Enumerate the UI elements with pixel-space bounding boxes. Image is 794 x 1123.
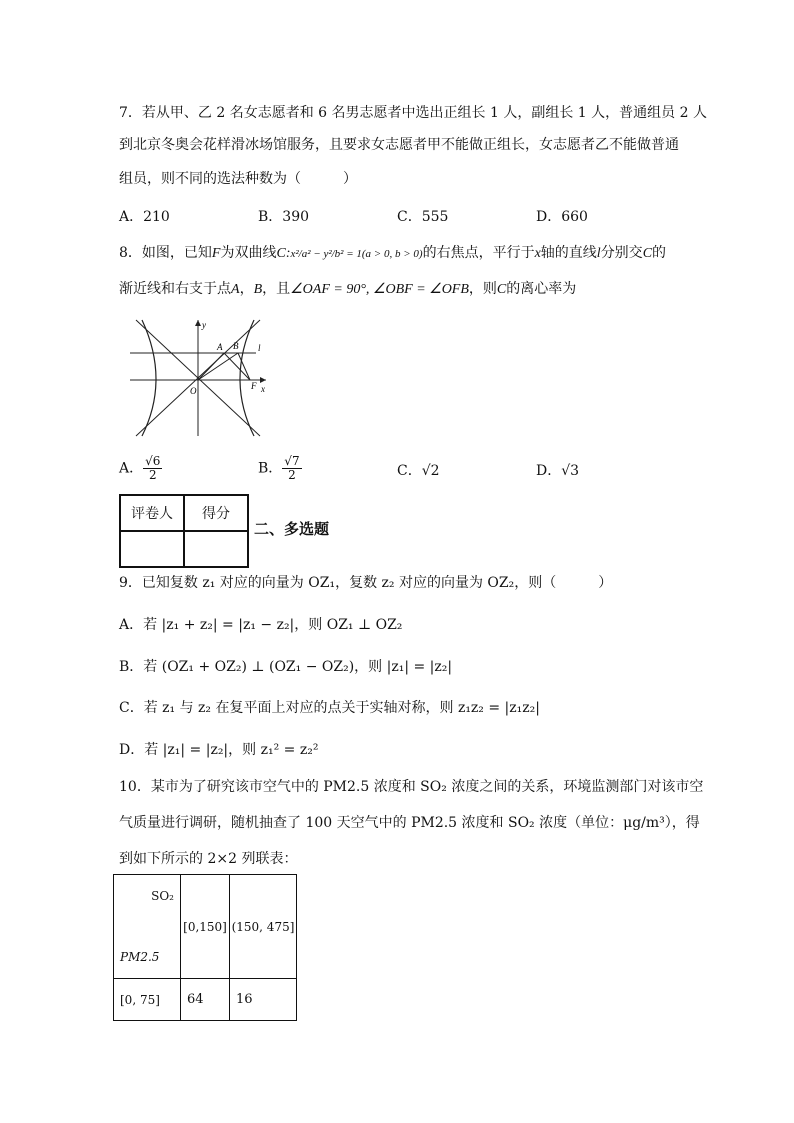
q7-line-2: 到北京冬奥会花样滑冰场馆服务，且要求女志愿者甲不能做正组长，女志愿者乙不能做普通 [119,137,679,153]
section-title: 二、多选题 [254,520,330,538]
q8-option-d: D．√3 [536,463,580,479]
q7-line-3: 组员，则不同的选法种数为（ ） [119,171,357,187]
grader-score-cell [184,531,248,567]
label-y: y [202,320,206,330]
q8-option-b: B． $\frac{√7}{2}$ [258,454,300,482]
q8-option-c: C．√2 [397,463,440,479]
header-pm25: PM2.5 [120,950,160,964]
angle-condition: ∠OAF = 90°, ∠OBF = ∠OFB [290,282,469,297]
table-corner-cell [114,875,181,979]
hyperbola-figure [128,316,268,438]
q7-option-b: B．390 [258,209,310,225]
label-x: x [261,384,265,394]
q10-line-3: 到如下所示的 2×2 列联表： [119,851,298,867]
q9-stem: 9．已知复数 z₁ 对应的向量为 OZ₁，复数 z₂ 对应的向量为 OZ₂，则（ ） [119,575,613,591]
q9-option-d: D．若 |z₁| = |z₂|，则 z₁² = z₂² [119,742,319,758]
grader-table [119,494,249,568]
q9-option-c: C．若 z₁ 与 z₂ 在复平面上对应的点关于实轴对称，则 z₁z₂ = |z₁z₂| [119,700,540,716]
label-o: O [190,386,197,396]
q10-line-2: 气质量进行调研，随机抽查了 100 天空气中的 PM2.5 浓度和 SO₂ 浓度（单位：μg/m³），得 [119,815,700,831]
q10-line-1: 10．某市为了研究该市空气中的 PM2.5 浓度和 SO₂ 浓度之间的关系，环境监测部门对该市空 [119,779,704,795]
label-a: A [217,342,223,352]
row-1-value-1: 64 [181,979,230,1021]
header-col-2: (150, 475] [230,875,297,979]
grader-reviewer-cell [120,531,184,567]
row-1-value-2: 16 [230,979,297,1021]
header-col-1: [0,150] [181,875,230,979]
q8-line-1: 8．如图，已知F为双曲线C:x²/a² − y²/b² = 1(a > 0, b > 0)的右焦点，平行于x轴的直线l分别交C的 [119,245,667,261]
label-l: l [258,343,261,353]
q8-line-2: 渐近线和右支于点A，B，且∠OAF = 90°, ∠OBF = ∠OFB，则C的离心率为 [119,281,577,297]
q7-option-d: D．660 [536,209,588,225]
row-1-label: [0, 75] [114,979,181,1021]
contingency-table [113,874,297,1021]
q8-option-a: A． $\frac{√6}{2}$ [119,454,161,482]
q9-option-b: B．若 (OZ₁ + OZ₂) ⊥ (OZ₁ − OZ₂)，则 |z₁| = |z₂| [119,659,453,675]
grader-reviewer-label: 评卷人 [120,495,184,531]
grader-score-label: 得分 [184,495,248,531]
q7-option-c: C．555 [397,209,449,225]
label-b: B [233,341,239,351]
hyperbola-equation: x²/a² − y²/b² = 1(a > 0, b > 0) [290,248,423,260]
q7-line-1: 7．若从甲、乙 2 名女志愿者和 6 名男志愿者中选出正组长 1 人，副组长 1 人，普通组员 2 人 [119,105,707,121]
q7-option-a: A．210 [119,209,170,225]
q9-option-a: A．若 |z₁ + z₂| = |z₁ − z₂|，则 OZ₁ ⊥ OZ₂ [119,617,403,633]
header-so2: SO₂ [151,889,174,903]
label-f: F [251,381,257,391]
